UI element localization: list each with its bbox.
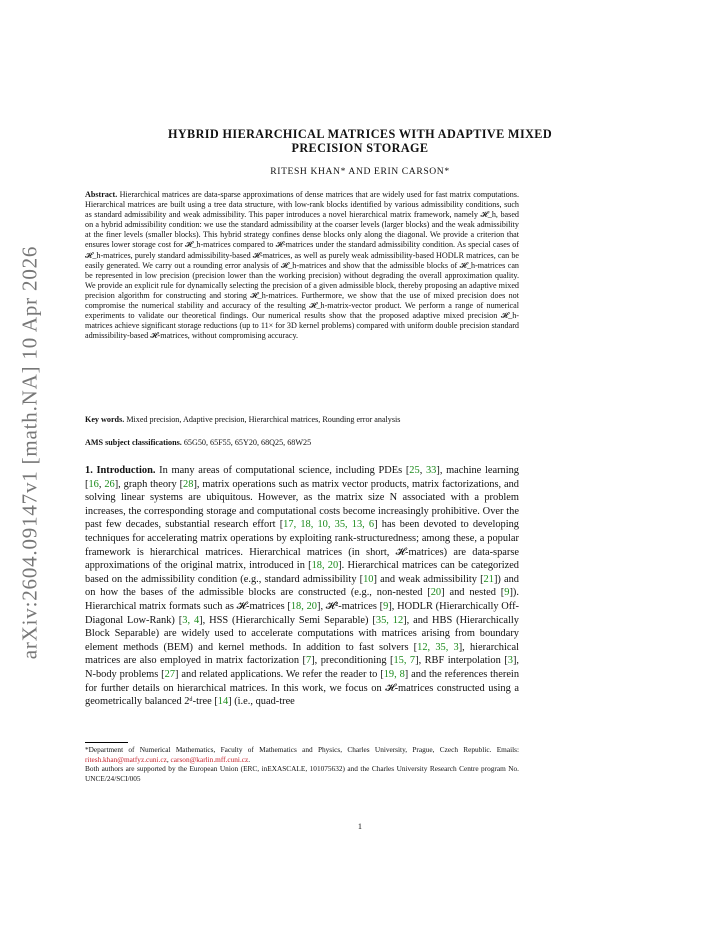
citation-link[interactable]: 28 xyxy=(183,478,194,490)
footnote-text: , xyxy=(166,754,171,764)
abstract xyxy=(85,190,519,341)
title-line-1: HYBRID HIERARCHICAL MATRICES WITH ADAPTIVE MIXED xyxy=(167,127,553,141)
ams-heading: AMS subject classifications. xyxy=(85,438,182,447)
footnote-text: *Department of Numerical Mathematics, Faculty of Mathematics and Physics, Charles University, Prague, Czech Republic. Emails: xyxy=(85,745,519,754)
arxiv-identifier: arXiv:2604.09147v1 [math.NA] 10 Apr 2026 xyxy=(17,245,42,660)
intro-text: ] has been devoted to developing techniques for accelerating matrix operations by exploiting rank-structuredness; among these, a popular framework is hierarchical matrices. Hierarchical matrices (in short, 𝓗-matrices) are data-sparse approximations of the original matrix, introduced in [ xyxy=(85,519,520,572)
intro-text: ], N-body problems [ xyxy=(85,655,520,680)
intro-text: ] and the references therein for further details on hierarchical matrices. In this work, we focus on 𝓗-matrices constructed using a geometrically balanced 2ᵈ-tree [ xyxy=(85,668,520,708)
page-number: 1 xyxy=(357,822,363,831)
citation-link[interactable]: 19, 8 xyxy=(383,668,405,680)
ams-classifications xyxy=(85,438,525,447)
intro-text: ] (i.e., quad-tree xyxy=(228,696,295,708)
section-heading: 1. Introduction. xyxy=(85,465,156,476)
paper-title xyxy=(70,127,650,155)
keywords xyxy=(85,415,525,424)
ams-text: 65G50, 65F55, 65Y20, 68Q25, 68W25 xyxy=(183,438,312,447)
intro-text: , xyxy=(98,478,105,490)
intro-text: ], HSS (Hierarchically Semi Separable) [ xyxy=(199,614,376,626)
intro-text: ], preconditioning [ xyxy=(311,655,394,667)
title-line-2: PRECISION STORAGE xyxy=(291,141,429,155)
citation-link[interactable]: 15, 7 xyxy=(393,655,416,667)
introduction-section xyxy=(85,464,519,709)
intro-text: ], graph theory [ xyxy=(114,478,184,490)
footnote-affiliation xyxy=(85,745,519,764)
intro-text: ]) and on how the bases of the admissible blocks are constructed (e.g., non-nested [ xyxy=(85,573,519,599)
citation-link[interactable]: 20 xyxy=(430,587,442,599)
intro-text: ], and HBS (Hierarchically Block Separable) are widely used to accelerate computations with matrices arising from boundary element methods (BEM) and kernel methods. In addition to fast solvers [ xyxy=(85,614,519,653)
citation-link[interactable]: 25 xyxy=(409,465,420,476)
footnote-text: . xyxy=(248,754,251,764)
citation-link[interactable]: 9 xyxy=(383,600,389,612)
authors: RITESH KHAN* AND ERIN CARSON* xyxy=(270,166,450,177)
email-link[interactable]: ritesh.khan@matfyz.cuni.cz xyxy=(85,754,167,764)
citation-link[interactable]: 3, 4 xyxy=(182,614,200,626)
intro-text: ] and related applications. We refer the reader to [ xyxy=(175,668,384,680)
citation-link[interactable]: 14 xyxy=(217,696,229,708)
citation-link[interactable]: 21 xyxy=(483,573,494,585)
intro-text: ]. Hierarchical matrices can be categorized based on the admissibility condition (e.g., standard admissibility [ xyxy=(85,560,519,585)
footnote-funding: Both authors are supported by the European Union (ERC, inEXASCALE, 101075632) and the Charles University Research Centre program No. UNCE/24/SCI/005 xyxy=(85,764,519,783)
intro-text: ], machine learning [ xyxy=(85,465,520,490)
intro-text: ], 𝓗²-matrices [ xyxy=(316,600,384,612)
abstract-text: Hierarchical matrices are data-sparse approximations of dense matrices that are widely used for fast matrix computations. Hierarchical matrices are built using a tree data structure, with low-rank blocks identified by various admissibility conditions, such as standard admissibility and weak admissibility. This paper introduces a novel hierarchical matrix framework, namely 𝓗_h, based on a hybrid admissibility condition: we use the standard admissibility at the coarser levels (larger blocks) and the weak admissibility at the finer levels (smaller blocks). This hybrid strategy confines dense blocks only along the diagonal. We provide a criterion that ensures lower storage cost for 𝓗_h-matrices compared to 𝓗-matrices under the standard admissibility condition. As special cases of 𝓗_h-matrices, purely standard admissibility-based 𝓗-matrices, as well as purely weak admissibility-based HODLR matrices, can be easily generated. We carry out a rounding error analysis of 𝓗_h-matrices and show that the admissible blocks of 𝓗_h-matrices can be represented in low precision (precision lower than the working precision) without degrading the overall approximation quality. We provide an explicit rule for dynamically selecting the precision of a given admissible block, thereby proposing an adaptive mixed precision algorithm for constructing and storing 𝓗_h-matrices. Furthermore, we show that the use of mixed precision does not compromise the numerical stability and accuracy of the resulting 𝓗_h-matrix-vector product. We perform a range of numerical experiments to validate our theoretical findings. Our numerical results show that the proposed adaptive mixed precision 𝓗_h-matrices achieve significant storage reductions (up to 11× for 3D kernel problems) compared with uniform double precision standard admissibility-based 𝓗-matrices, without compromising accuracy. xyxy=(85,190,520,341)
intro-text: ]). Hierarchical matrix formats such as 𝓗-matrices [ xyxy=(85,587,519,612)
intro-text: ] and nested [ xyxy=(441,587,505,599)
footnote xyxy=(85,745,519,783)
citation-link[interactable]: 27 xyxy=(164,668,176,680)
intro-text: In many areas of computational science, including PDEs [ xyxy=(159,465,410,476)
email-link[interactable]: carson@karlin.mff.cuni.cz xyxy=(170,754,249,764)
citation-link[interactable]: 17, 18, 10, 35, 13, 6 xyxy=(283,519,375,531)
citation-link[interactable]: 16 xyxy=(88,478,99,490)
intro-text: ] and weak admissibility [ xyxy=(373,573,484,585)
intro-text: ], hierarchical matrices are also employed in matrix factorization [ xyxy=(85,641,519,667)
keywords-heading: Key words. xyxy=(85,415,125,424)
abstract-heading: Abstract. xyxy=(85,190,118,199)
citation-link[interactable]: 18, 20 xyxy=(290,600,317,612)
intro-text: ], RBF interpolation [ xyxy=(415,655,508,667)
citation-link[interactable]: 3 xyxy=(507,655,513,667)
citation-link[interactable]: 10 xyxy=(363,573,374,585)
intro-text: , xyxy=(419,465,426,476)
intro-text: ], HODLR (Hierarchically Off-Diagonal Low-Rank) [ xyxy=(85,600,519,626)
citation-link[interactable]: 18, 20 xyxy=(311,560,339,572)
citation-link[interactable]: 35, 12 xyxy=(375,614,404,626)
footnote-rule xyxy=(85,742,128,743)
citation-link[interactable]: 7 xyxy=(306,655,312,667)
citation-link[interactable]: 9 xyxy=(504,587,510,599)
citation-link[interactable]: 12, 35, 3 xyxy=(417,641,459,653)
keywords-text: Mixed precision, Adaptive precision, Hierarchical matrices, Rounding error analysis xyxy=(126,415,401,424)
citation-link[interactable]: 26 xyxy=(104,478,115,490)
intro-text: ], matrix operations such as matrix vector products, matrix factorizations, and solving linear systems are ubiquitous. However, as the matrix size N associated with a problem increases, the corresponding storage and computational costs become increasingly prohibitive. Over the past few decades, substantial research effort [ xyxy=(85,478,519,531)
citation-link[interactable]: 33 xyxy=(425,465,437,476)
